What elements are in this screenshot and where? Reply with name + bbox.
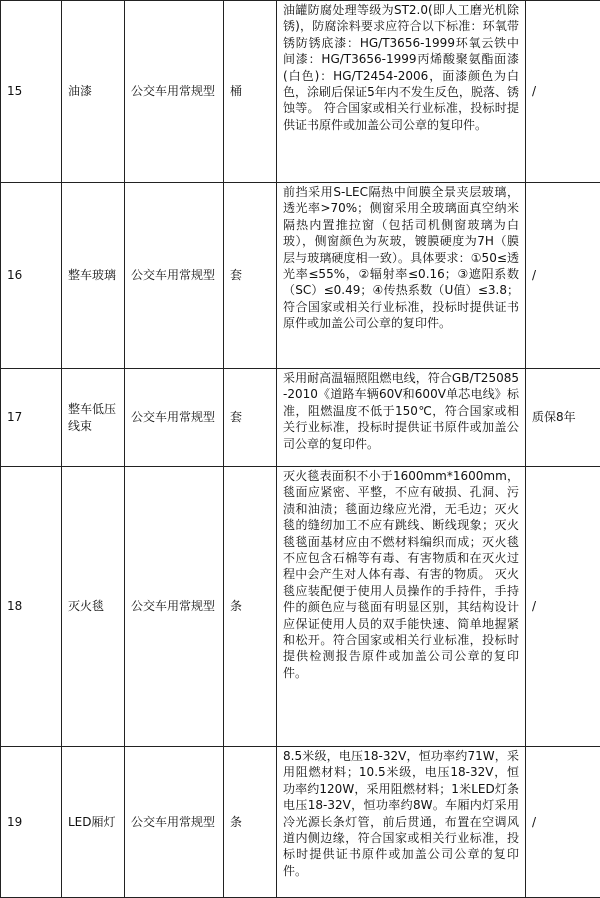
item-type: 公交车用常规型 (125, 747, 224, 898)
item-unit: 条 (224, 467, 277, 747)
table-row (1, 369, 600, 467)
item-type: 公交车用常规型 (125, 183, 224, 369)
item-type: 公交车用常规型 (125, 467, 224, 747)
item-note: / (526, 1, 600, 183)
table-row (1, 183, 600, 369)
item-note: / (526, 183, 600, 369)
item-name: 整车低压线束 (62, 369, 125, 467)
item-unit: 套 (224, 369, 277, 467)
item-type: 公交车用常规型 (125, 1, 224, 183)
item-spec: 油罐防腐处理等级为ST2.0(即人工磨光机除锈)，防腐涂料要求应符合以下标准：环氧带锈防锈底漆：HG/T3656-1999环氧云铁中间漆：HG/T3656-1999丙烯酸聚氨酯面漆(白色)：HG/T2454-2006，面漆颜色为白色，涂刷后保证5年内不发生反色，脱落、锈蚀等。 符合国家或相关行业标准，投标时提供证书原件或加盖公司公章的复印件。 (277, 1, 526, 183)
row-number: 16 (1, 183, 62, 369)
item-name: 油漆 (62, 1, 125, 183)
item-unit: 条 (224, 747, 277, 898)
item-spec: 采用耐高温辐照阻燃电线，符合GB/T25085-2010《道路车辆60V和600V单芯电线》标准，阻燃温度不低于150℃，符合国家或相关行业标准，投标时提供证书原件或加盖公司公章的复印件。 (277, 369, 526, 467)
row-number: 18 (1, 467, 62, 747)
item-spec: 前挡采用S-LEC隔热中间膜全景夹层玻璃，透光率>70%；侧窗采用全玻璃面真空纳米隔热内置推拉窗（包括司机侧窗玻璃为白玻），侧窗颜色为灰玻，镀膜硬度为7H（膜层与玻璃硬度相一致）。具体要求：①50≤透光率≤55%，②辐射率≤0.16；③遮阳系数（SC）≤0.49；④传热系数（U值）≤3.8；符合国家或相关行业标准，投标时提供证书原件或加盖公司公章的复印件。 (277, 183, 526, 369)
item-note: 质保8年 (526, 369, 600, 467)
item-name: 灭火毯 (62, 467, 125, 747)
row-number: 17 (1, 369, 62, 467)
item-name: 整车玻璃 (62, 183, 125, 369)
item-type: 公交车用常规型 (125, 369, 224, 467)
item-note: / (526, 747, 600, 898)
table-row (1, 467, 600, 747)
item-note: / (526, 467, 600, 747)
item-spec: 8.5米级，电压18-32V，恒功率约71W，采用阻燃材料；10.5米级，电压18-32V，恒功率约120W，采用阻燃材料；1米LED灯条电压18-32V，恒功率约8W。车厢内灯采用冷光源长条灯管，前后贯通，布置在空调风道内侧边缘，符合国家或相关行业标准，投标时提供证书原件或加盖公司公章的复印件。 (277, 747, 526, 898)
item-name: LED厢灯 (62, 747, 125, 898)
item-unit: 套 (224, 183, 277, 369)
table-row (1, 747, 600, 898)
item-unit: 桶 (224, 1, 277, 183)
row-number: 19 (1, 747, 62, 898)
item-spec: 灭火毯表面积不小于1600mm*1600mm，毯面应紧密、平整，不应有破损、孔洞、污渍和油渍；毯面边缘应光滑，无毛边；灭火毯的缝纫加工不应有跳线、断线现象；灭火毯毯面基材应由不燃材料编织而成；灭火毯不应包含石棉等有毒、有害物质和在灭火过程中会产生对人体有毒、有害的物质。 灭火毯应装配便于使用人员操作的手持件，手持件的颜色应与毯面有明显区别，其结构设计应保证使用人员的双手能快速、简单地握紧和松开。符合国家或相关行业标准，投标时提供检测报告原件或加盖公司公章的复印件。 (277, 467, 526, 747)
row-number: 15 (1, 1, 62, 183)
table-row (1, 1, 600, 183)
